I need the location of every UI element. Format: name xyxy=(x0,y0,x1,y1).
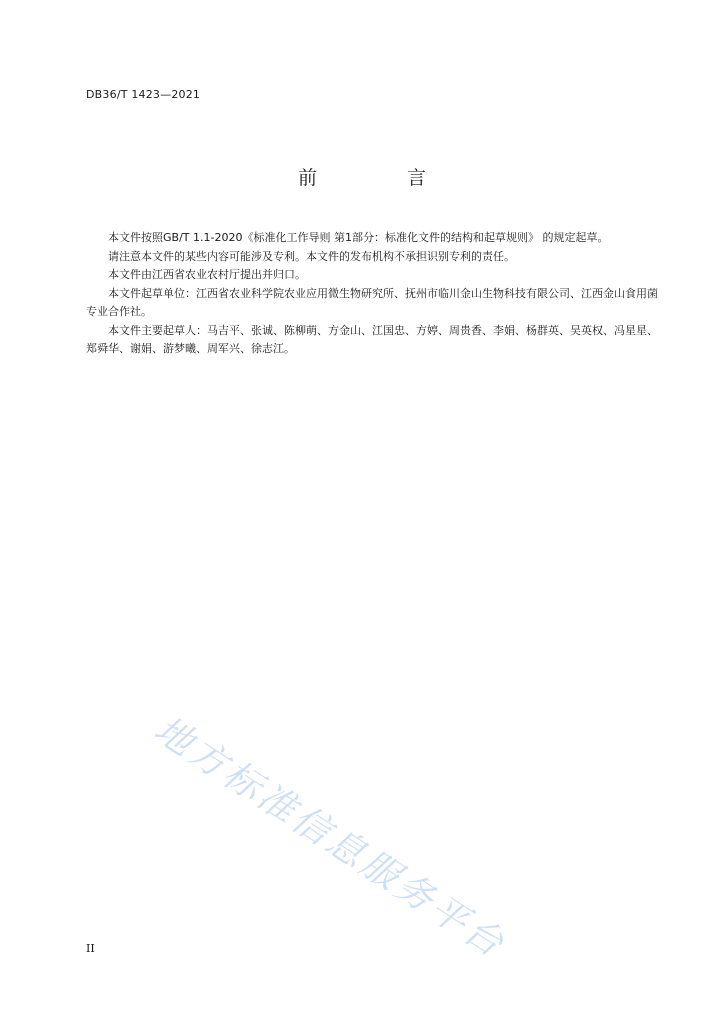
paragraph-drafting-rules: 本文件按照GB/T 1.1-2020《标准化工作导则 第1部分：标准化文件的结构和起草规则》 的规定起草。 xyxy=(108,231,609,244)
foreword-body xyxy=(86,229,658,359)
paragraph-patent-notice: 请注意本文件的某些内容可能涉及专利。本文件的发布机构不承担识别专利的责任。 xyxy=(108,249,515,263)
document-code: DB36/T 1423—2021 xyxy=(86,88,201,101)
paragraph-drafting-units: 本文件起草单位：江西省农业科学院农业应用微生物研究所、抚州市临川金山生物科技有限公司、江西金山食用菌专业合作社。 xyxy=(86,286,658,318)
page-number: II xyxy=(86,942,95,955)
watermark: 地方标准信息服务平台 xyxy=(146,707,514,967)
paragraph-proposer: 本文件由江西省农业农村厅提出并归口。 xyxy=(108,268,306,281)
paragraph-drafters: 本文件主要起草人：马吉平、张诚、陈柳萌、方金山、江国忠、方婷、周贵香、李娟、杨群英、吴英权、冯星星、郑舜华、谢娟、游梦曦、周军兴、徐志江。 xyxy=(86,323,658,355)
section-title: 前 言 xyxy=(297,167,469,189)
